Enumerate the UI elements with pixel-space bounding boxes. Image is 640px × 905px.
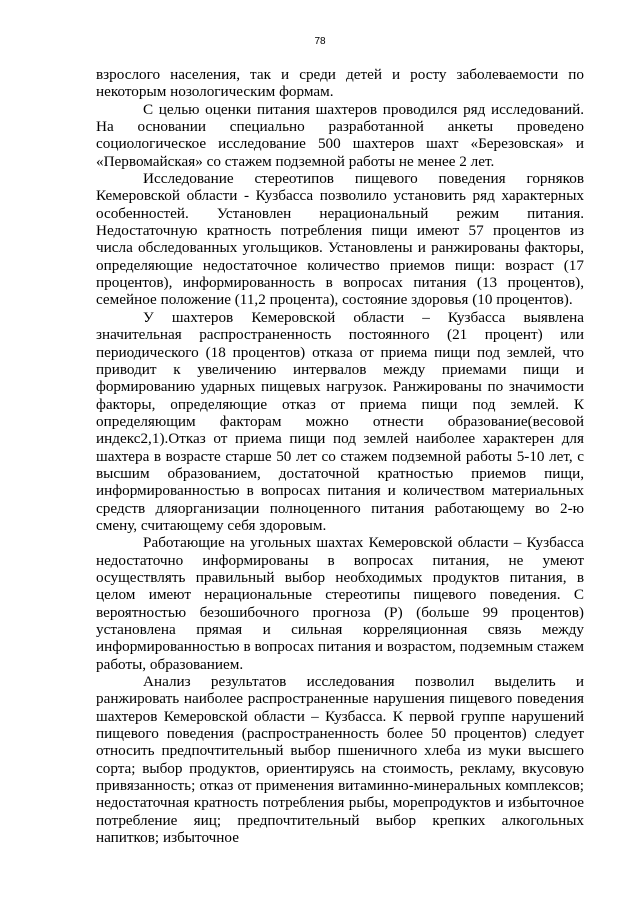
paragraph-eating-stereotypes: Исследование стереотипов пищевого поведения горняков Кемеровской области - Кузбасса позволило установить ряд характерных особенностей. Установлен нерациональный режим питания. Недостаточную кратность потребления пищи имеют 57 процентов из числа обследованных угольщиков. Установлены и ранжированы факторы, определяющие недостаточное количество приемов пищи: возраст (17 процентов), информированность в вопросах питания (13 процентов), семейное положение (11,2 процента), состояние здоровья (10 процентов).: [96, 170, 584, 309]
paragraph-study-method: С целью оценки питания шахтеров проводился ряд исследований. На основании специально разработанной анкеты проведено социологическое исследование 500 шахтеров шахт «Березовская» и «Первомайская» со стажем подземной работы не менее 2 лет.: [96, 100, 584, 170]
paragraph-results-analysis: Анализ результатов исследования позволил выделить и ранжировать наиболее распространенные нарушения пищевого поведения шахтеров Кемеровской области – Кузбасса. К первой группе нарушений пищевого поведения (распространенность более 50 процентов) следует относить предпочтительный выбор пшеничного хлеба из муки высшего сорта; выбор продуктов, ориентируясь на стоимость, рекламу, вкусовую привязанность; отказ от применения витаминно-минеральных комплексов; недостаточная кратность потребления рыбы, морепродуктов и избыточное потребление яиц; предпочтительный выбор крепких алкогольных напитков; избыточное: [96, 673, 584, 847]
page-number: 78: [314, 36, 326, 47]
paragraph-meal-refusal: У шахтеров Кемеровской области – Кузбасса выявлена значительная распространенность постоянного (21 процент) или периодического (18 процентов) отказа от приема пищи под землей, что приводит к увеличению интервалов между приемами пищи и формированию ударных пищевых нагрузок. Ранжированы по значимости факторы, определяющие отказ от приема пищи под землей. К определяющим факторам можно отнести образование(весовой индекс2,1).Отказ от приема пищи под землей наиболее характерен для шахтера в возрасте старше 50 лет со стажем подземной работы 5-10 лет, с высшим образованием, достаточной кратностью приемов пищи, информированностью в вопросах питания и количеством материальных средств дляорганизации полноценного питания работающему во 2-ю смену, считающему себя здоровым.: [96, 308, 584, 534]
paragraph-continuation: взрослого населения, так и среди детей и росту заболеваемости по некоторым нозологическим формам.: [96, 66, 584, 101]
body-text: [96, 66, 584, 846]
paragraph-nutrition-awareness: Работающие на угольных шахтах Кемеровской области – Кузбасса недостаточно информированы в вопросах питания, не умеют осуществлять правильный выбор необходимых продуктов питания, в целом имеют нерациональные стереотипы пищевого поведения. С вероятностью безошибочного прогноза (Р) (больше 99 процентов) установлена прямая и сильная корреляционная связь между информированностью в вопросах питания и возрастом, подземным стажем работы, образованием.: [96, 534, 584, 673]
